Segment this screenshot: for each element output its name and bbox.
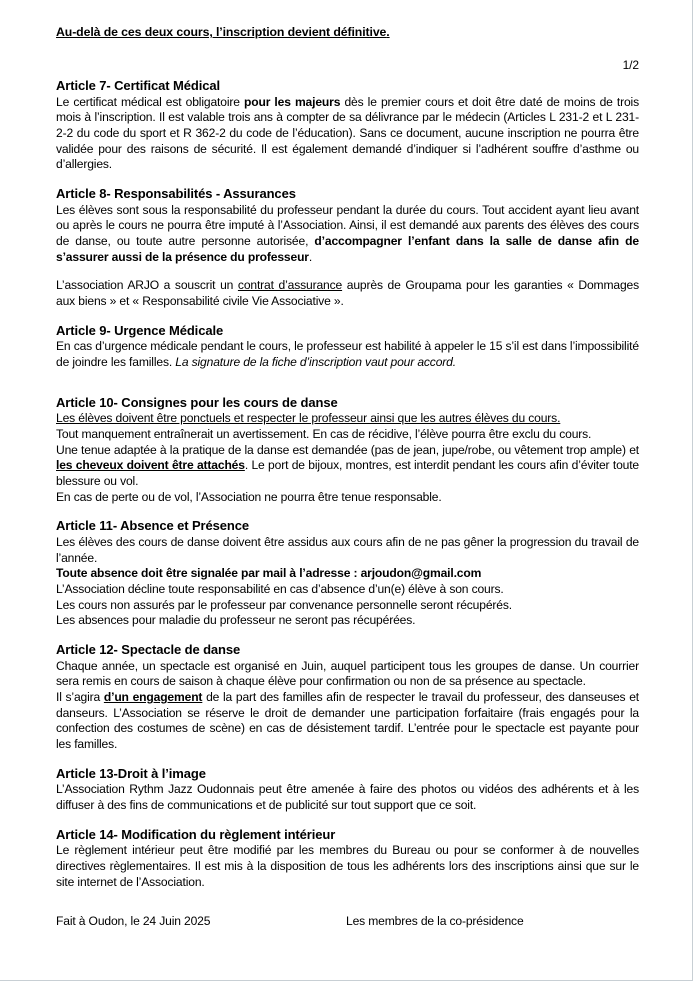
article-12-commitment-part1: Il s’agira bbox=[56, 689, 104, 704]
article-11-title: - Absence et Présence bbox=[112, 518, 249, 534]
article-10-line-3 bbox=[56, 443, 639, 490]
article-8-title: - Responsabilités - Assurances bbox=[106, 186, 296, 202]
article-11-line-4: Les absences pour maladie du professeur ne seront pas récupérées. bbox=[56, 613, 416, 628]
article-14-heading bbox=[56, 827, 639, 844]
article-7-body-part2: dès le premier cours et doit être daté de moins de trois mois à l’inscription. Il est valable trois ans à compter de sa délivrance par le médecin (Articles L 231-2 et L 231-2-2 du code du sport et R 362-2 du code de l’éducation). Sans ce document, aucune inscription ne pourra être validée pour des raisons de sécurité. Il est également demandé d’indiquer si l’adhérent souffre d’asthme ou d’allergies. bbox=[56, 94, 639, 172]
article-8-number: Article 8 bbox=[56, 186, 107, 202]
article-10-line-2: Tout manquement entraînerait un avertissement. En cas de récidive, l’élève pourra être exclu du cours. bbox=[56, 426, 592, 441]
article-10-punctuality-rule: Les élèves doivent être ponctuels et respecter le professeur ainsi que les autres élèves du cours. bbox=[56, 411, 561, 426]
article-13-heading bbox=[56, 766, 639, 783]
page-number: 1/2 bbox=[622, 58, 639, 72]
article-11-number: Article 11 bbox=[56, 518, 113, 534]
article-8-heading bbox=[56, 186, 639, 203]
article-13-number: Article 13 bbox=[56, 765, 114, 781]
article-9-number: Article 9 bbox=[56, 322, 107, 338]
insurance-note-part1: L’association ARJO a souscrit un bbox=[56, 278, 238, 293]
article-8-body-emphasis: d’accompagner l’enfant dans la salle de danse afin de s’assurer aussi de la présence du professeur bbox=[56, 233, 639, 264]
article-10-number: Article 10 bbox=[56, 394, 114, 410]
article-13-title: -Droit à l’image bbox=[113, 765, 206, 781]
insurance-note-part2: auprès de Groupama pour les garanties « Dommages aux biens » et « Responsabilité civile Vie Associative ». bbox=[56, 278, 639, 309]
article-11-absence-email-notice: Toute absence doit être signalée par mail à l’adresse : arjoudon@gmail.com bbox=[56, 566, 482, 581]
article-7-body-emphasis: pour les majeurs bbox=[243, 94, 341, 109]
article-11-line-2: L’Association décline toute responsabilité en cas d’absence d’un(e) élève à son cours. bbox=[56, 581, 504, 596]
signatory-label: Les membres de la co-présidence bbox=[346, 914, 524, 929]
article-7-body-part1: Le certificat médical est obligatoire bbox=[56, 94, 244, 109]
article-9-heading bbox=[56, 323, 639, 340]
article-12-line-2 bbox=[56, 690, 639, 753]
article-11-line-3: Les cours non assurés par le professeur par convenance personnelle seront récupérés. bbox=[56, 597, 512, 612]
article-8-body-part1: Les élèves sont sous la responsabilité du professeur pendant la durée du cours. Tout accident ayant lieu avant ou après le cours ne pourra être imputé à l’Association. Ainsi, il est demandé aux parents des élèves des cours de danse, ou toute autre personne autorisée, bbox=[56, 202, 639, 248]
article-10-line-4: En cas de perte ou de vol, l’Association ne pourra être tenue responsable. bbox=[56, 489, 442, 504]
article-12-heading bbox=[56, 642, 639, 659]
lead-statement bbox=[56, 24, 639, 40]
article-9-body-part1: En cas d’urgence médicale pendant le cours, le professeur est habilité à appeler le 15 s’il est dans l’impossibilité de joindre les familles. bbox=[56, 339, 639, 369]
article-7-body bbox=[56, 95, 639, 174]
article-14-title: - Modification du règlement intérieur bbox=[113, 826, 336, 842]
article-12-line-1: Chaque année, un spectacle est organisé en Juin, auquel participent tous les groupes de danse. Un courrier sera remis en cours de saison à chaque élève pour confirmation ou non de sa présence au spectacle. bbox=[56, 658, 639, 689]
document-body bbox=[56, 24, 639, 930]
article-12-commitment-part2: de la part des familles afin de respecter le travail du professeur, des danseuses et danseurs. L’Association se réserve le droit de demander une participation forfaitaire (frais engagés pour la confection des costumes de scène) en cas de désistement tardif. L’entrée pour le spectacle est payante pour les familles. bbox=[56, 689, 639, 752]
article-9-body-italic: La signature de la fiche d’inscription vaut pour accord. bbox=[175, 354, 456, 369]
article-13-body: L’Association Rythm Jazz Oudonnais peut être amenée à faire des photos ou vidéos des adhérents et à les diffuser à des fins de communications et de publicité sur tout support que ce soit. bbox=[56, 782, 639, 812]
lead-statement-underlined: Au-delà de ces deux cours, l’inscription devient définitive bbox=[56, 25, 387, 39]
article-11-line-1: Les élèves des cours de danse doivent être assidus aux cours afin de ne pas gêner la progression du travail de l’année. bbox=[56, 534, 639, 565]
article-12-number: Article 12 bbox=[56, 642, 114, 658]
lead-statement-period: . bbox=[386, 25, 390, 39]
article-10-hair-rule: les cheveux doivent être attachés bbox=[56, 458, 245, 473]
article-9-body bbox=[56, 339, 639, 370]
article-10-title: - Consignes pour les cours de danse bbox=[113, 394, 338, 410]
article-12-title: - Spectacle de danse bbox=[113, 642, 241, 658]
article-11-heading bbox=[56, 518, 639, 535]
article-7-title: - Certificat Médical bbox=[106, 78, 220, 93]
article-8-body-part2: . bbox=[308, 249, 313, 264]
article-10-dresscode-part2: . Le port de bijoux, montres, est interdit pendant les cours afin d’éviter toute blessure ou vol. bbox=[56, 458, 640, 488]
article-10-dresscode-part1: Une tenue adaptée à la pratique de la danse est demandée (pas de jean, jupe/robe, ou vêtement trop ample) et bbox=[56, 442, 639, 457]
article-7-heading bbox=[56, 78, 639, 95]
article-14-body: Le règlement intérieur peut être modifié par les membres du Bureau ou pour se conformer à de nouvelles directives règlementaires. Il est mis à la disposition de tous les adhérents lors des inscriptions ainsi que sur le site internet de l’Association. bbox=[56, 843, 639, 889]
article-8-body bbox=[56, 203, 639, 266]
signature-row bbox=[56, 914, 639, 930]
article-9-title: - Urgence Médicale bbox=[106, 322, 224, 338]
article-10-line-1 bbox=[56, 411, 639, 427]
article-8-insurance-note bbox=[56, 278, 639, 309]
insurance-contract-link: contrat d’assurance bbox=[237, 278, 343, 293]
article-7-number: Article 7 bbox=[56, 78, 107, 93]
place-and-date: Fait à Oudon, le 24 Juin 2025 bbox=[56, 914, 211, 929]
article-10-heading bbox=[56, 395, 639, 412]
article-12-commitment-emphasis: d’un engagement bbox=[103, 689, 203, 704]
article-14-number: Article 14 bbox=[56, 826, 114, 842]
